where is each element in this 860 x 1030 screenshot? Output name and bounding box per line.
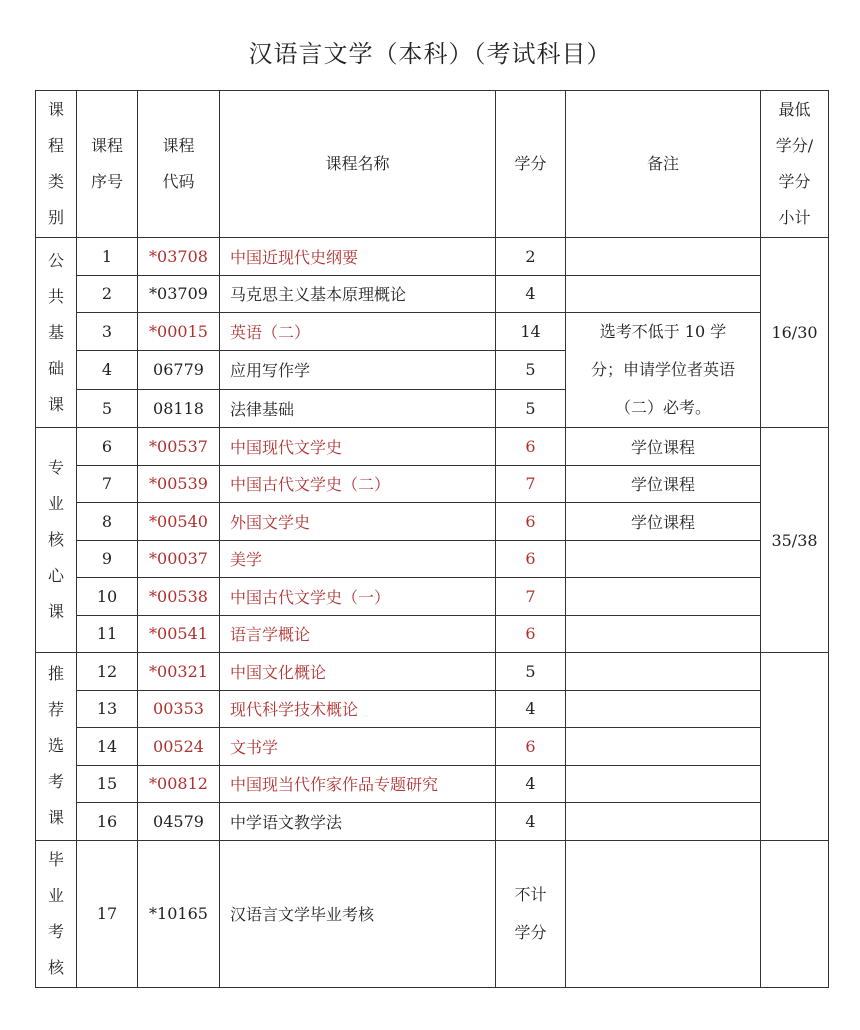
code-cell: *00037 [138, 540, 220, 578]
min-credit-cell [761, 653, 829, 841]
course-table [35, 90, 829, 988]
table-row [36, 238, 829, 276]
credit-cell: 4 [496, 765, 566, 803]
code-cell: *03709 [138, 275, 220, 313]
table-row [36, 540, 829, 578]
note-cell [566, 803, 761, 841]
code-cell: 00353 [138, 690, 220, 728]
category-char: 基 [47, 322, 64, 342]
seq-cell: 17 [77, 840, 138, 987]
code-cell: *00540 [138, 503, 220, 541]
table-row [36, 840, 829, 987]
note-cell [566, 728, 761, 766]
credit-cell: 2 [496, 238, 566, 276]
seq-cell: 10 [77, 578, 138, 616]
seq-cell: 7 [77, 465, 138, 503]
name-cell: 现代科学技术概论 [220, 690, 496, 728]
min-credit-cell: 16/30 [761, 238, 829, 428]
category-char: 考 [47, 921, 64, 941]
note-cell: 学位课程 [566, 465, 761, 503]
code-cell: *00321 [138, 653, 220, 691]
note-cell: 学位课程 [566, 503, 761, 541]
note-line: （二）必考。 [614, 398, 711, 417]
header-row [36, 91, 829, 238]
category-char: 考 [47, 772, 64, 792]
category-char: 础 [47, 358, 64, 378]
category-char: 课 [47, 394, 64, 414]
note-merged-cell [566, 313, 761, 428]
category-cell [36, 238, 77, 428]
table-row [36, 803, 829, 841]
name-cell: 汉语言文学毕业考核 [220, 840, 496, 987]
code-cell: *00812 [138, 765, 220, 803]
header-note: 备注 [566, 91, 761, 238]
table-row [36, 653, 829, 691]
credit-cell: 6 [496, 503, 566, 541]
table-row [36, 690, 829, 728]
table-row [36, 465, 829, 503]
category-char: 核 [47, 530, 64, 549]
table-body [36, 238, 829, 988]
table-row [36, 615, 829, 653]
seq-cell: 14 [77, 728, 138, 766]
category-char: 课 [47, 808, 64, 828]
credit-cell: 7 [496, 578, 566, 616]
table-row [36, 428, 829, 466]
name-cell: 英语（二） [220, 313, 496, 351]
credit-cell: 5 [496, 653, 566, 691]
credit-line: 学分 [514, 922, 547, 942]
seq-cell: 5 [77, 389, 138, 427]
table-row [36, 765, 829, 803]
seq-cell: 16 [77, 803, 138, 841]
seq-cell: 12 [77, 653, 138, 691]
category-char: 核 [47, 957, 64, 977]
code-cell: *00538 [138, 578, 220, 616]
name-cell: 文书学 [220, 728, 496, 766]
note-cell [566, 578, 761, 616]
name-cell: 中国现代文学史 [220, 428, 496, 466]
note-cell [566, 765, 761, 803]
seq-cell: 1 [77, 238, 138, 276]
table-row [36, 313, 829, 351]
code-cell: *00541 [138, 615, 220, 653]
name-cell: 中国现当代作家作品专题研究 [220, 765, 496, 803]
min-credit-cell: 35/38 [761, 428, 829, 653]
name-cell: 马克思主义基本原理概论 [220, 275, 496, 313]
category-char: 业 [47, 494, 64, 513]
name-cell: 中国文化概论 [220, 653, 496, 691]
code-cell: *00539 [138, 465, 220, 503]
note-cell [566, 275, 761, 313]
note-cell [566, 615, 761, 653]
credit-cell: 6 [496, 428, 566, 466]
header-seq: 课程 序号 [77, 91, 138, 238]
seq-cell: 9 [77, 540, 138, 578]
min-credit-cell [761, 840, 829, 987]
table-row [36, 578, 829, 616]
name-cell: 中国近现代史纲要 [220, 238, 496, 276]
category-char: 课 [47, 602, 64, 621]
seq-cell: 11 [77, 615, 138, 653]
seq-cell: 2 [77, 275, 138, 313]
note-cell [566, 653, 761, 691]
credit-cell: 6 [496, 728, 566, 766]
name-cell: 美学 [220, 540, 496, 578]
name-cell: 中国古代文学史（二） [220, 465, 496, 503]
seq-cell: 13 [77, 690, 138, 728]
category-cell [36, 428, 77, 653]
note-cell [566, 540, 761, 578]
code-cell: 08118 [138, 389, 220, 427]
code-cell: *10165 [138, 840, 220, 987]
category-char: 专 [47, 458, 64, 477]
page-title: 汉语言文学（本科）（考试科目） [248, 40, 612, 68]
seq-cell: 4 [77, 351, 138, 389]
table-row [36, 503, 829, 541]
credit-cell: 5 [496, 351, 566, 389]
category-char: 共 [47, 286, 64, 306]
credit-cell: 14 [496, 313, 566, 351]
table-row [36, 728, 829, 766]
name-cell: 中学语文教学法 [220, 803, 496, 841]
credit-cell [496, 840, 566, 987]
credit-line: 不计 [514, 884, 547, 904]
name-cell: 语言学概论 [220, 615, 496, 653]
credit-cell: 4 [496, 275, 566, 313]
code-cell: 00524 [138, 728, 220, 766]
seq-cell: 3 [77, 313, 138, 351]
credit-cell: 4 [496, 803, 566, 841]
category-char: 公 [47, 250, 64, 270]
name-cell: 中国古代文学史（一） [220, 578, 496, 616]
note-cell [566, 690, 761, 728]
code-cell: *03708 [138, 238, 220, 276]
header-code: 课程 代码 [138, 91, 220, 238]
note-line: 分；申请学位者英语 [590, 360, 735, 379]
category-char: 选 [47, 736, 64, 756]
code-cell: 06779 [138, 351, 220, 389]
note-cell: 学位课程 [566, 428, 761, 466]
credit-cell: 7 [496, 465, 566, 503]
code-cell: *00537 [138, 428, 220, 466]
category-char: 毕 [47, 849, 64, 869]
header-credit: 学分 [496, 91, 566, 238]
credit-cell: 5 [496, 389, 566, 427]
header-name: 课程名称 [220, 91, 496, 238]
category-char: 推 [47, 664, 64, 684]
name-cell: 外国文学史 [220, 503, 496, 541]
note-line: 选考不低于 10 学 [599, 322, 727, 341]
category-cell [36, 653, 77, 841]
table-row [36, 275, 829, 313]
credit-cell: 6 [496, 540, 566, 578]
category-char: 业 [47, 885, 64, 905]
note-cell [566, 238, 761, 276]
note-cell [566, 840, 761, 987]
category-char: 荐 [47, 700, 64, 720]
header-min: 最低 学分/ 学分 小计 [761, 91, 829, 238]
code-cell: 04579 [138, 803, 220, 841]
credit-cell: 4 [496, 690, 566, 728]
category-cell [36, 840, 77, 987]
name-cell: 法律基础 [220, 389, 496, 427]
seq-cell: 8 [77, 503, 138, 541]
seq-cell: 6 [77, 428, 138, 466]
code-cell: *00015 [138, 313, 220, 351]
seq-cell: 15 [77, 765, 138, 803]
credit-cell: 6 [496, 615, 566, 653]
name-cell: 应用写作学 [220, 351, 496, 389]
category-char: 心 [47, 566, 64, 585]
header-category: 课 程 类 别 [36, 91, 77, 238]
